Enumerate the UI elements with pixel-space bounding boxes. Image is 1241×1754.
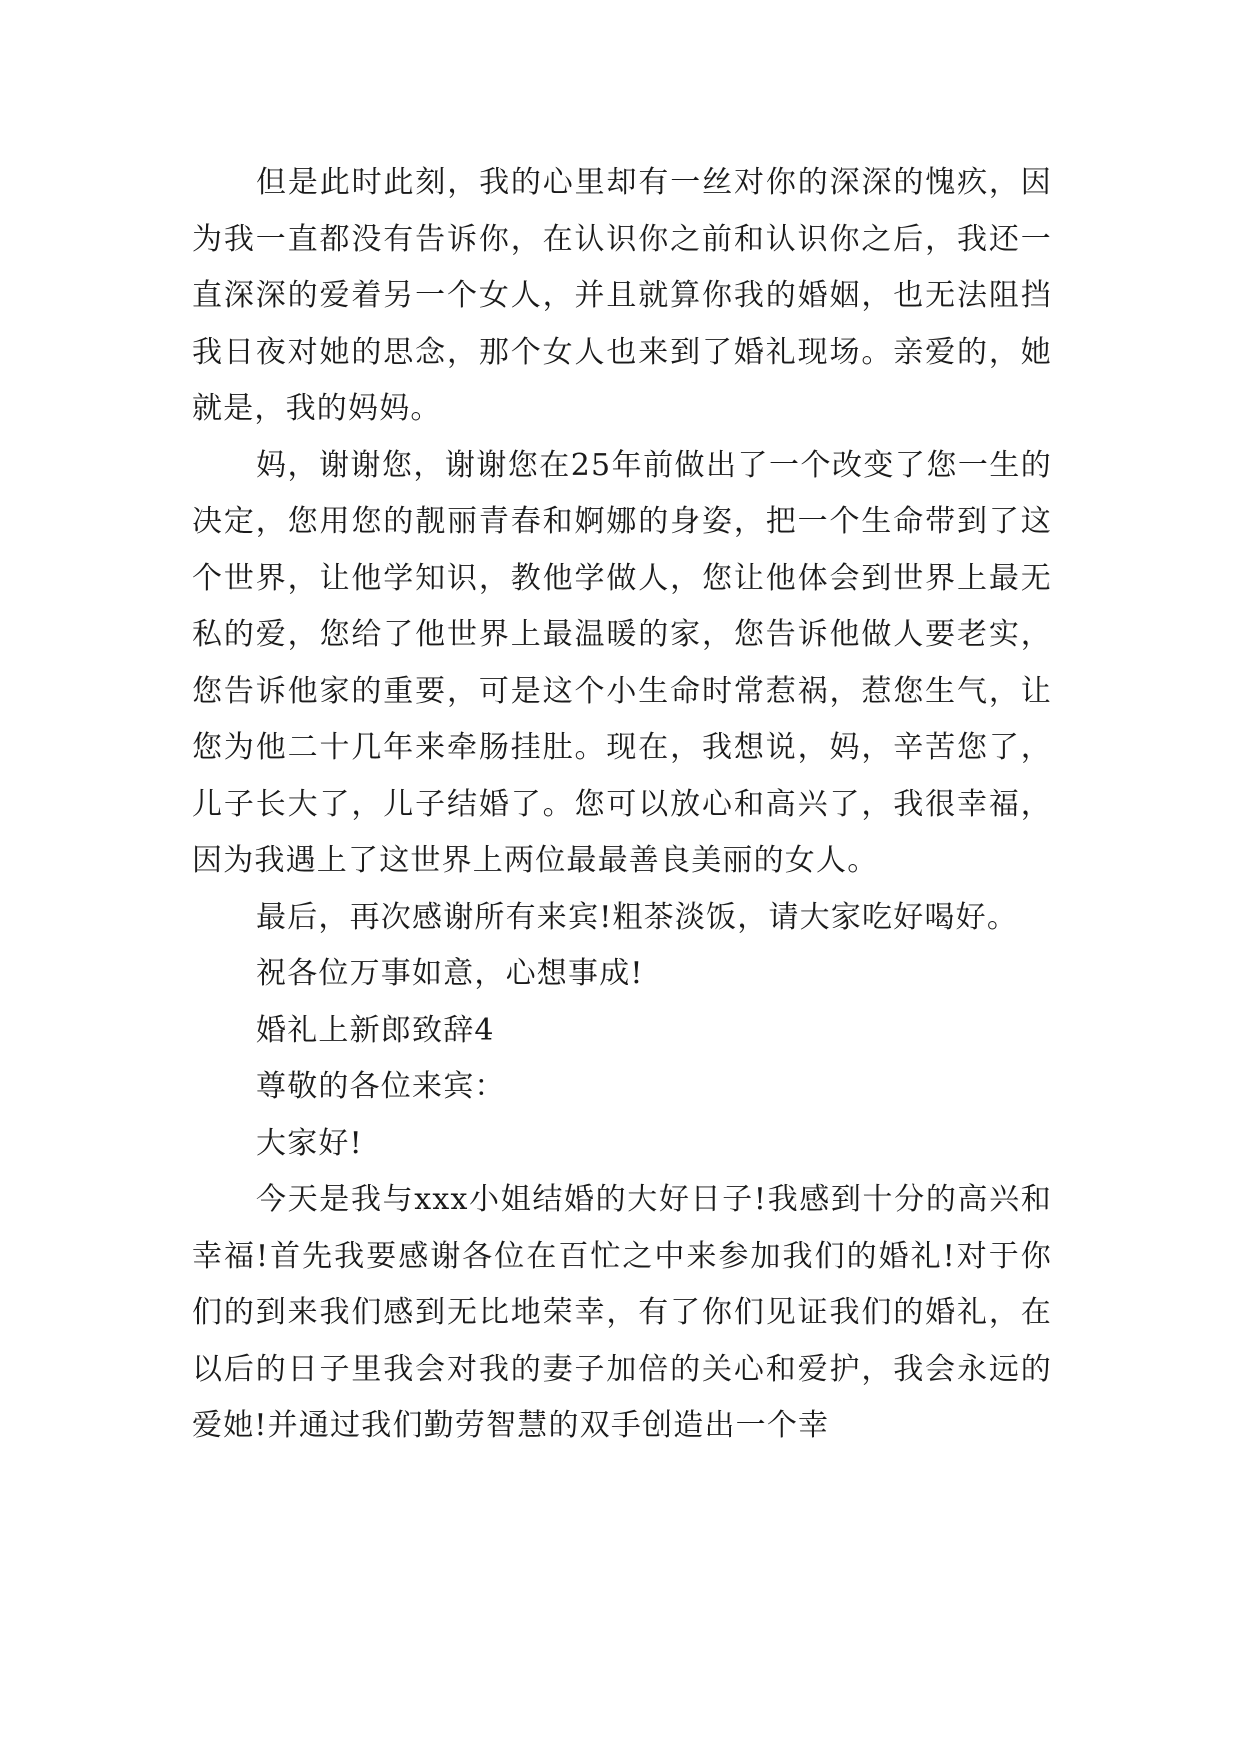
salutation: 尊敬的各位来宾： bbox=[256, 1069, 506, 1104]
greeting: 大家好! bbox=[256, 1125, 363, 1161]
document-body bbox=[192, 155, 1052, 1455]
paragraph-apology: 但是此时此刻，我的心里却有一丝对你的深深的愧疚，因为我一直都没有告诉你，在认识你之前和认识你之后，我还一直深深的爱着另一个女人，并且就算你我的婚姻，也无法阻挡我日夜对她的思念，那个女人也来到了婚礼现场。亲爱的，她就是，我的妈妈。 bbox=[192, 165, 1052, 426]
section-heading: 婚礼上新郎致辞4 bbox=[256, 1012, 495, 1048]
paragraph-blessing: 祝各位万事如意，心想事成! bbox=[256, 956, 644, 991]
paragraph-thanks-mother: 妈，谢谢您，谢谢您在25年前做出了一个改变了您一生的决定，您用您的靓丽青春和婀娜的身姿，把一个生命带到了这个世界，让他学知识，教他学做人，您让他体会到世界上最无私的爱，您给了他世界上最温暖的家，您告诉他做人要老实，您告诉他家的重要，可是这个小生命时常惹祸，惹您生气，让您为他二十几年来牵肠挂肚。现在，我想说，妈，辛苦您了，儿子长大了，儿子结婚了。您可以放心和高兴了，我很幸福，因为我遇上了这世界上两位最最善良美丽的女人。 bbox=[192, 447, 1052, 878]
paragraph-thanks-guests: 最后，再次感谢所有来宾!粗茶淡饭，请大家吃好喝好。 bbox=[256, 899, 1019, 935]
paragraph-wedding-day: 今天是我与xxx小姐结婚的大好日子!我感到十分的高兴和幸福!首先我要感谢各位在百忙之中来参加我们的婚礼!对于你们的到来我们感到无比地荣幸，有了你们见证我们的婚礼，在以后的日子里我会对我的妻子加倍的关心和爱护，我会永远的爱她!并通过我们勤劳智慧的双手创造出一个幸 bbox=[192, 1182, 1052, 1443]
